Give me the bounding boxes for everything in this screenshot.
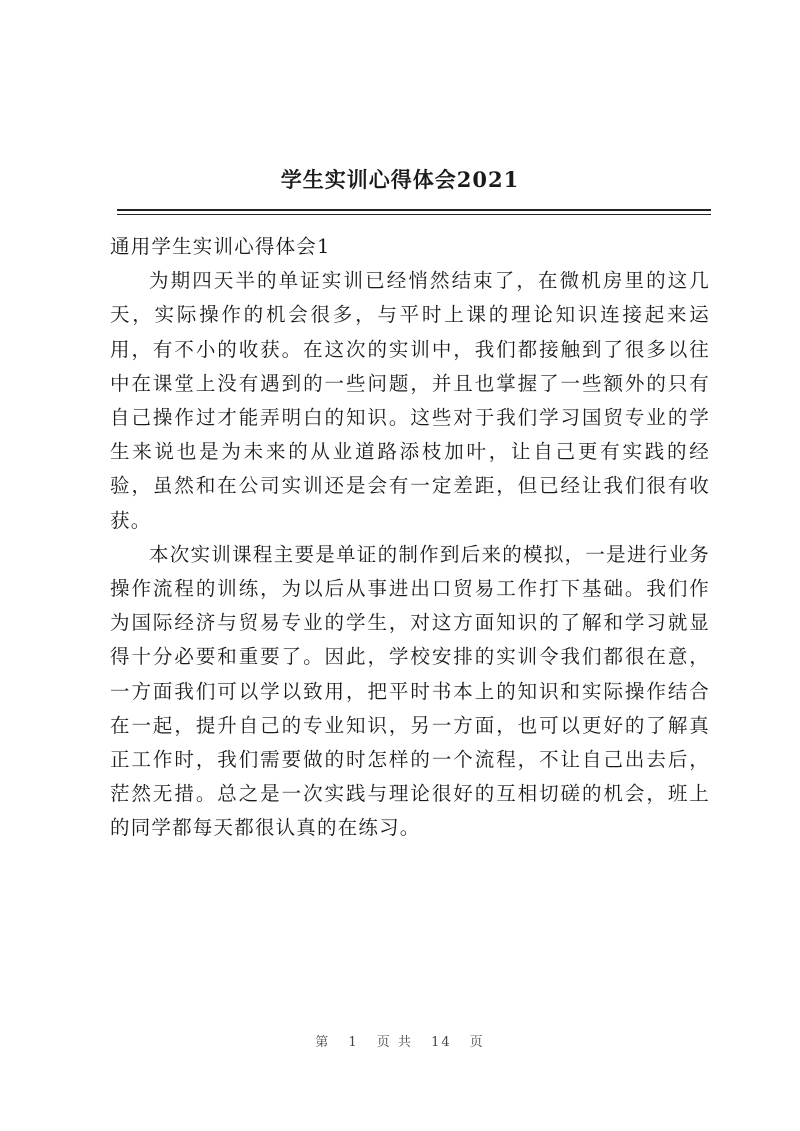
paragraph-1: 为期四天半的单证实训已经悄然结束了，在微机房里的这几天，实际操作的机会很多，与平时上课的理论知识连接起来运用，有不小的收获。在这次的实训中，我们都接触到了很多以往中在课堂上没有遇到的一些问题，并且也掌握了一些额外的只有自己操作过才能弄明白的知识。这些对于我们学习国贸专业的学生来说也是为未来的从业道路添枝加叶，让自己更有实践的经验，虽然和在公司实训还是会有一定差距，但已经让我们很有收获。 xyxy=(110,269,710,532)
footer-current-page: 1 xyxy=(348,1035,359,1050)
footer-prefix: 第 xyxy=(315,1035,331,1050)
page-footer xyxy=(0,1031,800,1050)
footer-mid: 页 共 xyxy=(376,1035,413,1050)
paragraph-2: 本次实训课程主要是单证的制作到后来的模拟，一是进行业务操作流程的训练，为以后从事进出口贸易工作打下基础。我们作为国际经济与贸易专业的学生，对这方面知识的了解和学习就显得十分必要和重要了。因此，学校安排的实训令我们都很在意，一方面我们可以学以致用，把平时书本上的知识和实际操作结合在一起，提升自己的专业知识，另一方面，也可以更好的了解真正工作时，我们需要做的时怎样的一个流程，不让自己出去后，茫然无措。总之是一次实践与理论很好的互相切磋的机会，班上的同学都每天都很认真的在练习。 xyxy=(110,542,710,840)
footer-total-pages: 14 xyxy=(431,1035,452,1050)
document-body xyxy=(110,230,710,846)
document-title: 学生实训心得体会2021 xyxy=(280,167,520,192)
footer-suffix: 页 xyxy=(469,1035,485,1050)
title-divider xyxy=(117,209,711,211)
section-heading: 通用学生实训心得体会1 xyxy=(110,235,331,258)
title-divider-thin xyxy=(117,214,711,215)
